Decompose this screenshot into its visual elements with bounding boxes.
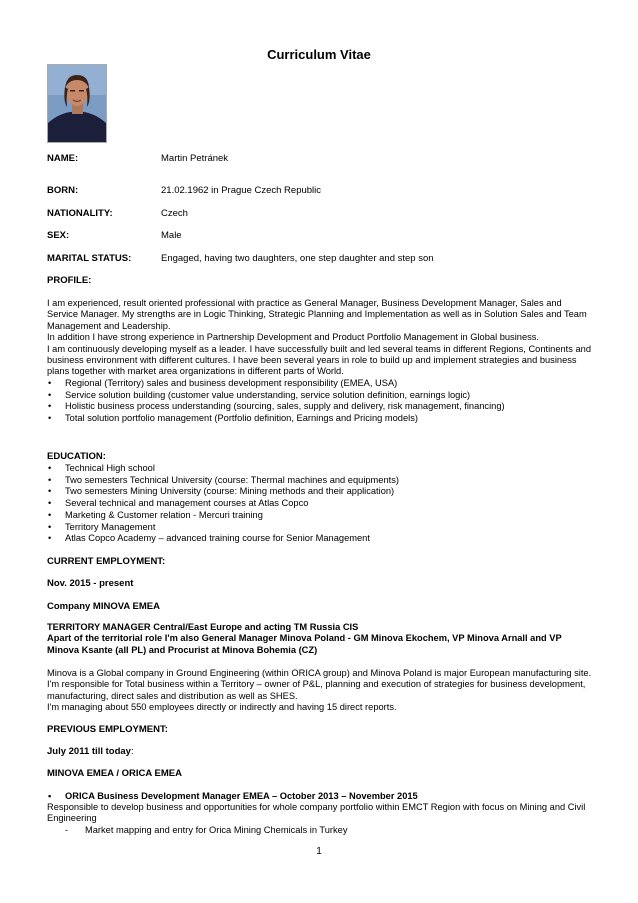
field-value: 21.02.1962 in Prague Czech Republic [161,185,322,196]
page-title: Curriculum Vitae [267,47,371,62]
list-item: • Holistic business process understanding (sourcing, sales, supply and delivery, risk management, financing) [47,401,595,413]
list-item: • Technical High school [47,463,595,475]
previous-description: Responsible to develop business and opportunities for whole company portfolio within EMCT Region with focus on Mining and Civil Engineering [47,802,586,824]
current-role-line: TERRITORY MANAGER Central/East Europe and acting TM Russia CIS [47,622,359,632]
previous-employment-heading: PREVIOUS EMPLOYMENT: [47,724,168,735]
previous-dash-item [47,825,347,835]
list-item: • Two semesters Mining University (course: Mining methods and their application) [47,486,595,498]
list-item: • Service solution building (customer value understanding, service solution definition, earnings logic) [47,390,595,402]
field-label: BORN: [47,185,79,196]
current-role [47,622,595,656]
profile-bullet-list [47,378,595,425]
field-label: NATIONALITY: [47,208,113,219]
profile-paragraph: I am continuously developing myself as a leader. I have successfully built and led several teams in different Regions, Continents and business environment with different cultures. I have been several years in role to build up and implement strategies and business plans together with market area organizations in different parts of World. [47,343,592,377]
education-heading: EDUCATION: [47,451,106,462]
list-item: • Total solution portfolio management (Portfolio definition, Earnings and Pricing models) [47,413,595,425]
current-role-line: Apart of the territorial role I'm also General Manager Minova Poland - GM Minova Ekochem, VP Minova Arnall and VP Minova Ksante (all PL) and Procurist at Minova Bohemia (CZ) [47,633,562,655]
field-value: Martin Petránek [161,153,229,164]
current-description [47,668,595,714]
list-item: • Regional (Territory) sales and business development responsibility (EMEA, USA) [47,378,595,390]
previous-company: MINOVA EMEA / ORICA EMEA [47,768,182,779]
current-employees-text: I'm managing about 550 employees directly or indirectly and having 15 direct reports. [47,702,397,713]
current-employment-heading: CURRENT EMPLOYMENT: [47,556,166,567]
profile-paragraph: In addition I have strong experience in Partnership Development and Product Portfolio Management in Global business. [47,332,539,343]
profile-text [47,298,595,378]
education-bullet-list [47,463,595,545]
current-company: Company MINOVA EMEA [47,601,160,612]
field-value: Male [161,230,182,241]
field-value: Engaged, having two daughters, one step daughter and step son [161,253,434,264]
dash-item-text: Market mapping and entry for Orica Mining Chemicals in Turkey [85,825,348,835]
page-number: 1 [316,846,322,857]
previous-period [47,746,134,757]
previous-period-text: July 2011 till today [47,746,131,757]
field-value: Czech [161,208,188,219]
list-item: • ORICA Business Development Manager EMEA – October 2013 – November 2015 [47,791,595,803]
list-item: • Several technical and management courses at Atlas Copco [47,498,595,510]
list-item: • Atlas Copco Academy – advanced training course for Senior Management [47,533,595,545]
previous-role-list [47,791,595,803]
current-period: Nov. 2015 - present [47,578,134,589]
current-description-text: Minova is a Global company in Ground Engineering (within ORICA group) and Minova Poland is major European manufacturing site. I'm responsible for Total business within a Territory – owner of P&L, planning and execution of strategies for business development, manufacturing, direct sales and distribution as well as SHES. [47,668,592,701]
profile-heading: PROFILE: [47,275,92,286]
profile-photo [47,64,107,143]
list-item: • Marketing & Customer relation - Mercuri training [47,510,595,522]
list-item: • Two semesters Technical University (course: Thermal machines and equipments) [47,475,595,487]
profile-paragraph: I am experienced, result oriented professional with practice as General Manager, Business Development Manager, Sales and Service Manager. My strengths are in Logic Thinking, Strategic Planning and Implementation as well as in Solution Sales and Team Management and Leadership. [47,298,587,331]
previous-period-suffix: : [130,746,134,757]
field-label: NAME: [47,153,79,164]
dash-marker: - [65,825,69,835]
list-item: • Territory Management [47,522,595,534]
field-label: MARITAL STATUS: [47,253,132,264]
portrait-image [48,65,106,142]
field-label: SEX: [47,230,70,241]
